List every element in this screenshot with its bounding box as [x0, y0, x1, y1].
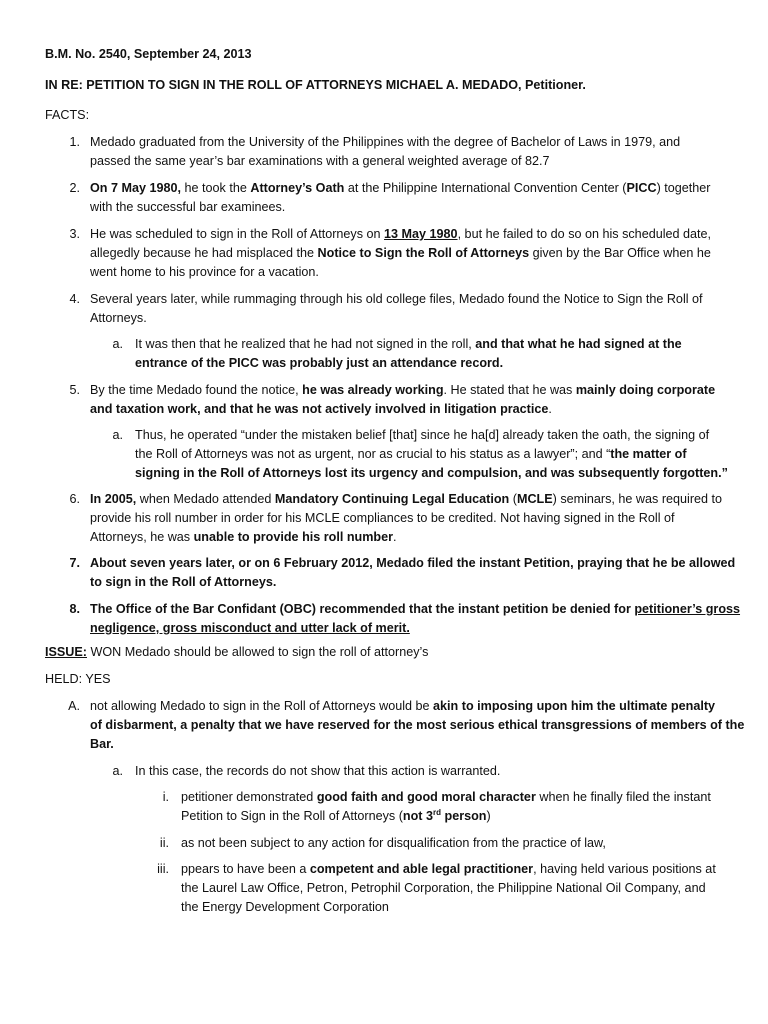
fact-4-line-2: Attorneys.: [90, 311, 147, 325]
issue-label: ISSUE:: [45, 645, 87, 659]
item-number: 6.: [69, 492, 80, 506]
fact-4a-line-1: It was then that he realized that he had not signed in the roll, and that what he had signed at the: [135, 337, 682, 351]
sub-item-letter: a.: [112, 337, 123, 351]
fact-6-line-3: Attorneys, he was unable to provide his roll number.: [90, 530, 397, 544]
held-i-line-1: petitioner demonstrated good faith and good moral character when he finally filed the instant: [181, 790, 711, 804]
item-number: 7.: [69, 556, 80, 570]
case-title: IN RE: PETITION TO SIGN IN THE ROLL OF ATTORNEYS MICHAEL A. MEDADO, Petitioner.: [45, 78, 586, 92]
fact-6-line-2: provide his roll number in order for his MCLE compliances to be credited. Not having signed in the Roll of: [90, 511, 675, 525]
held-heading: HELD: YES: [45, 672, 111, 686]
facts-heading: FACTS:: [45, 108, 90, 122]
fact-5-line-2: and taxation work, and that he was not actively involved in litigation practice.: [90, 402, 552, 416]
fact-4-line-1: Several years later, while rummaging through his old college files, Medado found the Notice to Sign the Roll of: [90, 292, 703, 306]
case-number: B.M. No. 2540, September 24, 2013: [45, 47, 252, 61]
fact-1-line-2: passed the same year’s bar examinations with a general weighted average of 82.7: [90, 154, 550, 168]
item-number: 5.: [69, 383, 80, 397]
held-iii-line-2: the Laurel Law Office, Petron, Petrophil Corporation, the Philippine National Oil Company, and: [181, 881, 706, 895]
fact-6-line-1: In 2005, when Medado attended Mandatory Continuing Legal Education (MCLE) seminars, he was required to: [90, 492, 723, 506]
held-a-line-3: Bar.: [90, 737, 114, 751]
held-ii-line: as not been subject to any action for disqualification from the practice of law,: [181, 836, 606, 850]
held-a-a-line: In this case, the records do not show that this action is warranted.: [135, 764, 501, 778]
item-number: 2.: [69, 181, 80, 195]
fact-5-line-1: By the time Medado found the notice, he was already working. He stated that he was mainly doing corporate: [90, 383, 716, 397]
held-iii-line-1: ppears to have been a competent and able legal practitioner, having held various positions at: [181, 862, 716, 876]
fact-5a-line-3: signing in the Roll of Attorneys lost its urgency and compulsion, and was subsequently forgotten.”: [135, 466, 728, 480]
roman-numeral: ii.: [159, 836, 169, 850]
fact-3-line-3: went home to his province for a vacation.: [90, 265, 319, 279]
fact-3-line-2: allegedly because he had misplaced the Notice to Sign the Roll of Attorneys given by the Bar Office when he: [90, 246, 711, 260]
item-number: 3.: [69, 227, 80, 241]
issue-line: ISSUE: WON Medado should be allowed to sign the roll of attorney’s: [45, 645, 429, 659]
sub-item-letter: a.: [112, 764, 123, 778]
held-i-line-2: Petition to Sign in the Roll of Attorneys (not 3rd person): [181, 807, 491, 823]
sub-item-letter: a.: [112, 428, 123, 442]
fact-8-line-1: The Office of the Bar Confidant (OBC) recommended that the instant petition be denied for petitioner’s gross: [90, 602, 741, 616]
roman-numeral: i.: [162, 790, 169, 804]
roman-numeral: iii.: [157, 862, 169, 876]
held-iii-line-3: the Energy Development Corporation: [181, 900, 389, 914]
held-a-line-2: of disbarment, a penalty that we have reserved for the most serious ethical transgressions of members of the: [90, 718, 745, 732]
fact-4a-line-2: entrance of the PICC was probably just an attendance record.: [135, 356, 504, 370]
fact-7-line-1: About seven years later, or on 6 February 2012, Medado filed the instant Petition, praying that he be allowed: [90, 556, 736, 570]
fact-2-line-2: with the successful bar examinees.: [90, 200, 286, 214]
item-number: 8.: [69, 602, 80, 616]
fact-7-line-2: to sign in the Roll of Attorneys.: [90, 575, 277, 589]
item-number: 4.: [69, 292, 80, 306]
fact-8-line-2: negligence, gross misconduct and utter lack of merit.: [90, 621, 410, 635]
fact-1-line-1: Medado graduated from the University of the Philippines with the degree of Bachelor of Laws in 1979, and: [90, 135, 681, 149]
fact-5a-line-2: the Roll of Attorneys was not as urgent, nor as crucial to his status as a lawyer”; and “the matter of: [135, 447, 687, 461]
fact-3-line-1: He was scheduled to sign in the Roll of Attorneys on 13 May 1980, but he failed to do so on his scheduled date,: [90, 227, 712, 241]
item-number: 1.: [69, 135, 80, 149]
fact-5a-line-1: Thus, he operated “under the mistaken belief [that] since he ha[d] already taken the oath, the signing of: [135, 428, 710, 442]
item-number: A.: [68, 699, 80, 713]
fact-2-line-1: On 7 May 1980, he took the Attorney’s Oath at the Philippine International Convention Center (PICC) together: [90, 181, 711, 195]
held-a-line-1: not allowing Medado to sign in the Roll of Attorneys would be akin to imposing upon him the ultimate penalty: [90, 699, 716, 713]
